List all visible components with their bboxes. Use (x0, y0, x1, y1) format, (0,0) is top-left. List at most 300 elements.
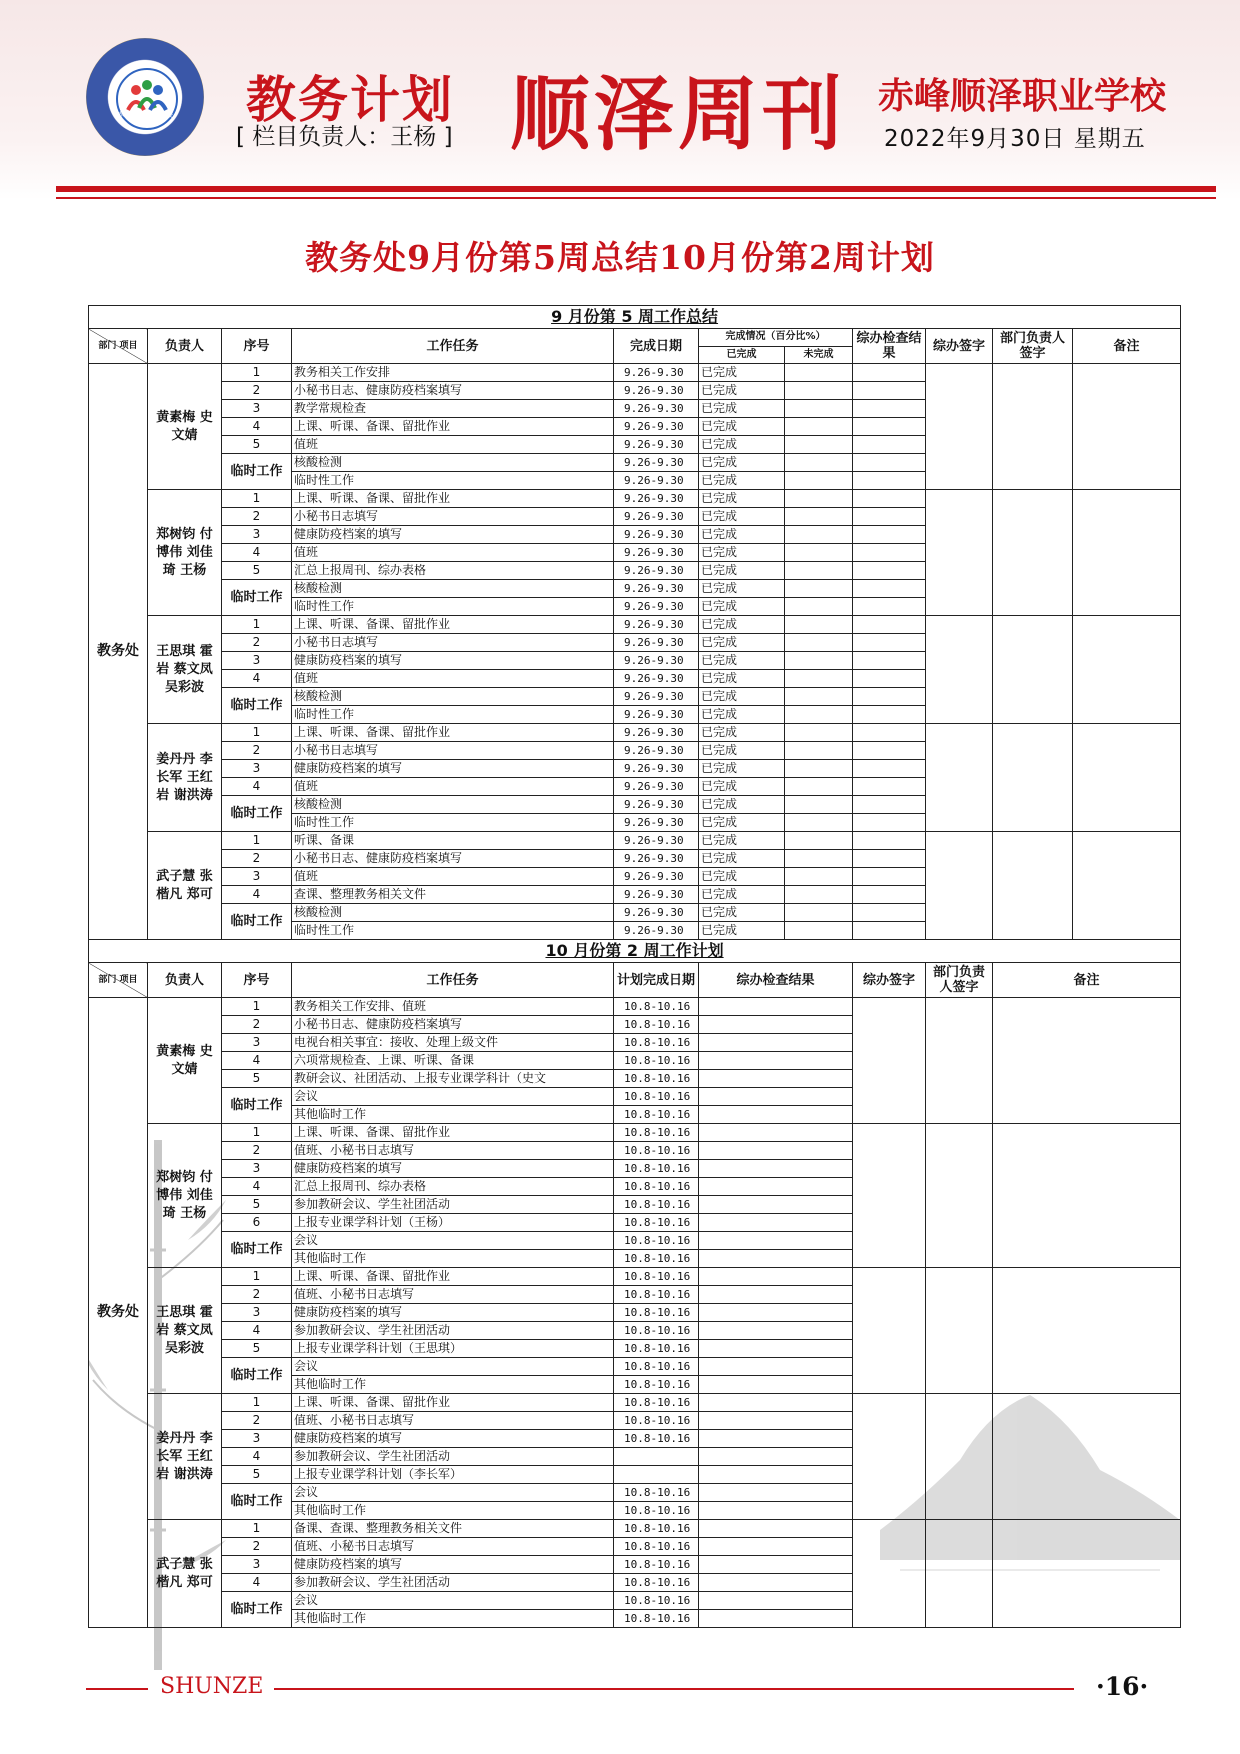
date-cell: 9.26-9.30 (614, 616, 699, 634)
status-undone-cell (785, 508, 853, 526)
plan-date-cell: 10.8-10.16 (614, 998, 699, 1016)
header-dept-item: 部门 项目 (89, 963, 148, 998)
logo-text: 赤峰顺泽职业学校 (117, 111, 173, 119)
date-cell: 9.26-9.30 (614, 526, 699, 544)
table-row (89, 1520, 1181, 1538)
status-undone-cell (785, 778, 853, 796)
header-rule (56, 186, 1216, 192)
task-cell: 上课、听课、备课、留批作业 (292, 1268, 614, 1286)
seq-cell: 5 (222, 562, 292, 580)
header-dept-sign: 部门负责人签字 (926, 963, 993, 998)
dept-sign-cell (993, 616, 1073, 724)
seq-cell: 2 (222, 1142, 292, 1160)
task-cell: 健康防疫档案的填写 (292, 1556, 614, 1574)
person-cell: 武子慧 张楷凡 郑可 (148, 832, 222, 940)
header-seq: 序号 (222, 329, 292, 364)
task-cell: 其他临时工作 (292, 1106, 614, 1124)
task-cell: 上课、听课、备课、留批作业 (292, 418, 614, 436)
check-cell (699, 1034, 853, 1052)
plan-date-cell: 10.8-10.16 (614, 1070, 699, 1088)
person-cell: 姜丹丹 李长军 王红岩 谢洪涛 (148, 724, 222, 832)
seq-cell: 4 (222, 886, 292, 904)
status-undone-cell (785, 598, 853, 616)
dept-sign-cell (993, 832, 1073, 940)
date-cell: 9.26-9.30 (614, 400, 699, 418)
temp-work-label: 临时工作 (222, 454, 292, 490)
date-cell: 9.26-9.30 (614, 364, 699, 382)
task-cell: 会议 (292, 1232, 614, 1250)
plan-header-row (89, 963, 1181, 998)
seq-cell: 5 (222, 436, 292, 454)
task-cell: 值班、小秘书日志填写 (292, 1538, 614, 1556)
plan-date-cell (614, 1448, 699, 1466)
status-done-cell: 已完成 (699, 832, 785, 850)
plan-date-cell: 10.8-10.16 (614, 1160, 699, 1178)
task-cell: 电视台相关事宜：接收、处理上级文件 (292, 1034, 614, 1052)
task-cell: 参加教研会议、学生社团活动 (292, 1574, 614, 1592)
check-cell (853, 688, 926, 706)
plan-date-cell: 10.8-10.16 (614, 1520, 699, 1538)
plan-date-cell: 10.8-10.16 (614, 1556, 699, 1574)
plan-heading-row (89, 940, 1181, 963)
check-cell (853, 652, 926, 670)
status-undone-cell (785, 634, 853, 652)
check-cell (699, 1286, 853, 1304)
seq-cell: 1 (222, 1394, 292, 1412)
check-cell (853, 418, 926, 436)
work-table (88, 305, 1181, 1628)
sign-cell (853, 1520, 926, 1628)
task-cell: 值班、小秘书日志填写 (292, 1142, 614, 1160)
status-undone-cell (785, 526, 853, 544)
temp-work-label: 临时工作 (222, 1484, 292, 1520)
check-cell (853, 400, 926, 418)
status-done-cell: 已完成 (699, 454, 785, 472)
status-done-cell: 已完成 (699, 670, 785, 688)
task-cell: 上课、听课、备课、留批作业 (292, 1394, 614, 1412)
header-dept-item: 部门 项目 (89, 329, 148, 364)
seq-cell: 1 (222, 998, 292, 1016)
check-cell (853, 706, 926, 724)
status-done-cell: 已完成 (699, 562, 785, 580)
status-done-cell: 已完成 (699, 418, 785, 436)
check-cell (699, 1070, 853, 1088)
task-cell: 值班 (292, 436, 614, 454)
task-cell: 临时性工作 (292, 814, 614, 832)
seq-cell: 3 (222, 1556, 292, 1574)
header-remark: 备注 (993, 963, 1181, 998)
date-cell: 9.26-9.30 (614, 508, 699, 526)
status-done-cell: 已完成 (699, 436, 785, 454)
seq-cell: 1 (222, 832, 292, 850)
check-cell (853, 526, 926, 544)
table-row (89, 490, 1181, 508)
person-cell: 王思琪 霍岩 蔡文凤 吴彩波 (148, 616, 222, 724)
date-cell: 9.26-9.30 (614, 472, 699, 490)
task-cell: 上课、听课、备课、留批作业 (292, 724, 614, 742)
status-undone-cell (785, 544, 853, 562)
task-cell: 小秘书日志填写 (292, 634, 614, 652)
date-cell: 9.26-9.30 (614, 598, 699, 616)
check-cell (853, 814, 926, 832)
plan-date-cell: 10.8-10.16 (614, 1286, 699, 1304)
plan-date-cell: 10.8-10.16 (614, 1178, 699, 1196)
task-cell: 值班 (292, 670, 614, 688)
status-undone-cell (785, 742, 853, 760)
task-cell: 值班 (292, 544, 614, 562)
status-done-cell: 已完成 (699, 472, 785, 490)
plan-date-cell: 10.8-10.16 (614, 1610, 699, 1628)
status-done-cell: 已完成 (699, 796, 785, 814)
column-name: 教务计划 (246, 71, 454, 129)
status-done-cell: 已完成 (699, 382, 785, 400)
plan-date-cell: 10.8-10.16 (614, 1574, 699, 1592)
status-undone-cell (785, 886, 853, 904)
check-cell (699, 1052, 853, 1070)
status-done-cell: 已完成 (699, 886, 785, 904)
seq-cell: 3 (222, 1160, 292, 1178)
check-cell (699, 1376, 853, 1394)
task-cell: 值班 (292, 868, 614, 886)
seq-cell: 2 (222, 1286, 292, 1304)
header-rule-thin (56, 197, 1216, 199)
date-cell: 9.26-9.30 (614, 634, 699, 652)
header-check: 综办检查结果 (853, 329, 926, 364)
task-cell: 核酸检测 (292, 688, 614, 706)
check-cell (853, 436, 926, 454)
person-cell: 黄素梅 史文婧 (148, 364, 222, 490)
status-undone-cell (785, 904, 853, 922)
seq-cell: 4 (222, 1448, 292, 1466)
date-cell: 9.26-9.30 (614, 418, 699, 436)
seq-cell: 2 (222, 1412, 292, 1430)
plan-date-cell: 10.8-10.16 (614, 1106, 699, 1124)
plan-date-cell: 10.8-10.16 (614, 1358, 699, 1376)
header-done: 已完成 (699, 346, 785, 364)
task-cell: 备课、查课、整理教务相关文件 (292, 1520, 614, 1538)
status-undone-cell (785, 688, 853, 706)
header-sign: 综办签字 (926, 329, 993, 364)
task-cell: 上课、听课、备课、留批作业 (292, 490, 614, 508)
status-done-cell: 已完成 (699, 904, 785, 922)
check-cell (853, 850, 926, 868)
seq-cell: 3 (222, 1304, 292, 1322)
footer-rule (274, 1688, 1074, 1690)
status-done-cell: 已完成 (699, 508, 785, 526)
school-logo (86, 38, 204, 156)
check-cell (699, 1196, 853, 1214)
check-cell (699, 998, 853, 1016)
date-cell: 9.26-9.30 (614, 868, 699, 886)
sign-cell (926, 490, 993, 616)
check-cell (699, 1088, 853, 1106)
table-row (89, 1394, 1181, 1412)
task-cell: 上课、听课、备课、留批作业 (292, 1124, 614, 1142)
school-name: 赤峰顺泽职业学校 (878, 76, 1167, 117)
sign-cell (926, 616, 993, 724)
task-cell: 小秘书日志、健康防疫档案填写 (292, 850, 614, 868)
seq-cell: 2 (222, 1016, 292, 1034)
task-cell: 汇总上报周刊、综办表格 (292, 562, 614, 580)
check-cell (699, 1250, 853, 1268)
plan-date-cell: 10.8-10.16 (614, 1322, 699, 1340)
header-person: 负责人 (148, 329, 222, 364)
footer-rule-left (86, 1688, 148, 1690)
task-cell: 健康防疫档案的填写 (292, 1160, 614, 1178)
check-cell (853, 904, 926, 922)
check-cell (699, 1502, 853, 1520)
header-remark: 备注 (1073, 329, 1181, 364)
date-cell: 9.26-9.30 (614, 850, 699, 868)
date-cell: 9.26-9.30 (614, 490, 699, 508)
task-cell: 健康防疫档案的填写 (292, 526, 614, 544)
seq-cell: 4 (222, 670, 292, 688)
remark-cell (1073, 724, 1181, 832)
temp-work-label: 临时工作 (222, 1088, 292, 1124)
dept-sign-cell (926, 998, 993, 1124)
date-cell: 9.26-9.30 (614, 436, 699, 454)
date-cell: 9.26-9.30 (614, 454, 699, 472)
date-cell: 9.26-9.30 (614, 724, 699, 742)
task-cell: 教务相关工作安排、值班 (292, 998, 614, 1016)
plan-date-cell: 10.8-10.16 (614, 1394, 699, 1412)
plan-date-cell: 10.8-10.16 (614, 1052, 699, 1070)
status-done-cell: 已完成 (699, 490, 785, 508)
plan-date-cell: 10.8-10.16 (614, 1502, 699, 1520)
status-done-cell: 已完成 (699, 580, 785, 598)
status-undone-cell (785, 652, 853, 670)
task-cell: 教学常规检查 (292, 400, 614, 418)
sign-cell (853, 1268, 926, 1394)
dept-sign-cell (926, 1394, 993, 1520)
status-done-cell: 已完成 (699, 616, 785, 634)
sign-cell (853, 1394, 926, 1520)
seq-cell: 3 (222, 526, 292, 544)
status-undone-cell (785, 418, 853, 436)
task-cell: 六项常规检查、上课、听课、备课 (292, 1052, 614, 1070)
temp-work-label: 临时工作 (222, 1592, 292, 1628)
date-cell: 9.26-9.30 (614, 544, 699, 562)
plan-date-cell: 10.8-10.16 (614, 1142, 699, 1160)
task-cell: 其他临时工作 (292, 1610, 614, 1628)
sign-cell (926, 364, 993, 490)
task-cell: 会议 (292, 1358, 614, 1376)
issue-date: 2022年9月30日 星期五 (884, 126, 1146, 152)
status-undone-cell (785, 796, 853, 814)
check-cell (853, 454, 926, 472)
status-done-cell: 已完成 (699, 544, 785, 562)
header-task: 工作任务 (292, 329, 614, 364)
task-cell: 其他临时工作 (292, 1250, 614, 1268)
check-cell (853, 670, 926, 688)
task-cell: 教务相关工作安排 (292, 364, 614, 382)
seq-cell: 2 (222, 1538, 292, 1556)
sign-cell (853, 1124, 926, 1268)
status-undone-cell (785, 706, 853, 724)
status-undone-cell (785, 436, 853, 454)
check-cell (853, 616, 926, 634)
masthead-title: 顺泽周刊 (510, 67, 846, 161)
plan-date-cell: 10.8-10.16 (614, 1484, 699, 1502)
footer-brand: SHUNZE (160, 1674, 264, 1699)
status-undone-cell (785, 850, 853, 868)
status-undone-cell (785, 922, 853, 940)
plan-date-cell: 10.8-10.16 (614, 1340, 699, 1358)
header-plan-date: 计划完成日期 (614, 963, 699, 998)
check-cell (853, 832, 926, 850)
dept-cell: 教务处 (89, 364, 148, 940)
plan-date-cell: 10.8-10.16 (614, 1430, 699, 1448)
task-cell: 健康防疫档案的填写 (292, 760, 614, 778)
seq-cell: 2 (222, 850, 292, 868)
plan-date-cell: 10.8-10.16 (614, 1124, 699, 1142)
status-undone-cell (785, 490, 853, 508)
task-cell: 上报专业课学科计划（王思琪） (292, 1340, 614, 1358)
date-cell: 9.26-9.30 (614, 688, 699, 706)
plan-date-cell: 10.8-10.16 (614, 1214, 699, 1232)
seq-cell: 1 (222, 1268, 292, 1286)
status-done-cell: 已完成 (699, 868, 785, 886)
status-done-cell: 已完成 (699, 364, 785, 382)
dept-sign-cell (993, 490, 1073, 616)
seq-cell: 2 (222, 634, 292, 652)
header-dept-sign: 部门负责人签字 (993, 329, 1073, 364)
seq-cell: 6 (222, 1214, 292, 1232)
status-done-cell: 已完成 (699, 400, 785, 418)
date-cell: 9.26-9.30 (614, 706, 699, 724)
date-cell: 9.26-9.30 (614, 382, 699, 400)
check-cell (699, 1124, 853, 1142)
date-cell: 9.26-9.30 (614, 922, 699, 940)
dept-sign-cell (993, 364, 1073, 490)
status-undone-cell (785, 382, 853, 400)
date-cell: 9.26-9.30 (614, 796, 699, 814)
plan-date-cell: 10.8-10.16 (614, 1304, 699, 1322)
status-undone-cell (785, 724, 853, 742)
status-undone-cell (785, 562, 853, 580)
seq-cell: 5 (222, 1196, 292, 1214)
remark-cell (993, 998, 1181, 1124)
seq-cell: 2 (222, 382, 292, 400)
summary-header-row (89, 329, 1181, 347)
header-sign: 综办签字 (853, 963, 926, 998)
seq-cell: 2 (222, 742, 292, 760)
remark-cell (993, 1394, 1181, 1520)
status-done-cell: 已完成 (699, 652, 785, 670)
status-undone-cell (785, 814, 853, 832)
remark-cell (993, 1268, 1181, 1394)
check-cell (853, 562, 926, 580)
seq-cell: 5 (222, 1340, 292, 1358)
seq-cell: 4 (222, 544, 292, 562)
check-cell (699, 1178, 853, 1196)
plan-date-cell: 10.8-10.16 (614, 1268, 699, 1286)
status-done-cell: 已完成 (699, 760, 785, 778)
summary-heading-row (89, 306, 1181, 329)
check-cell (699, 1484, 853, 1502)
task-cell: 其他临时工作 (292, 1502, 614, 1520)
seq-cell: 4 (222, 1178, 292, 1196)
plan-date-cell: 10.8-10.16 (614, 1088, 699, 1106)
temp-work-label: 临时工作 (222, 580, 292, 616)
status-undone-cell (785, 868, 853, 886)
task-cell: 教研会议、社团活动、上报专业课学科计（史文 (292, 1070, 614, 1088)
plan-date-cell: 10.8-10.16 (614, 1250, 699, 1268)
check-cell (699, 1448, 853, 1466)
check-cell (853, 364, 926, 382)
seq-cell: 3 (222, 760, 292, 778)
check-cell (853, 598, 926, 616)
plan-date-cell: 10.8-10.16 (614, 1034, 699, 1052)
seq-cell: 4 (222, 1052, 292, 1070)
check-cell (853, 886, 926, 904)
task-cell: 其他临时工作 (292, 1376, 614, 1394)
date-cell: 9.26-9.30 (614, 652, 699, 670)
check-cell (853, 868, 926, 886)
plan-date-cell: 10.8-10.16 (614, 1376, 699, 1394)
check-cell (699, 1412, 853, 1430)
table-row (89, 832, 1181, 850)
sign-cell (926, 724, 993, 832)
task-cell: 健康防疫档案的填写 (292, 1304, 614, 1322)
header-person: 负责人 (148, 963, 222, 998)
check-cell (699, 1520, 853, 1538)
check-cell (699, 1106, 853, 1124)
temp-work-label: 临时工作 (222, 1358, 292, 1394)
seq-cell: 1 (222, 724, 292, 742)
check-cell (853, 742, 926, 760)
task-cell: 查课、整理教务相关文件 (292, 886, 614, 904)
status-done-cell: 已完成 (699, 634, 785, 652)
page-title: 教务处9月份第5周总结10月份第2周计划 (305, 238, 935, 277)
task-cell: 会议 (292, 1088, 614, 1106)
date-cell: 9.26-9.30 (614, 886, 699, 904)
check-cell (699, 1610, 853, 1628)
work-table-container (88, 305, 1180, 1669)
status-undone-cell (785, 364, 853, 382)
status-done-cell: 已完成 (699, 814, 785, 832)
remark-cell (1073, 616, 1181, 724)
remark-cell (993, 1124, 1181, 1268)
seq-cell: 5 (222, 1070, 292, 1088)
date-cell: 9.26-9.30 (614, 904, 699, 922)
status-done-cell: 已完成 (699, 724, 785, 742)
status-done-cell: 已完成 (699, 850, 785, 868)
check-cell (699, 1538, 853, 1556)
temp-work-label: 临时工作 (222, 688, 292, 724)
date-cell: 9.26-9.30 (614, 814, 699, 832)
seq-cell: 4 (222, 418, 292, 436)
table-row (89, 998, 1181, 1016)
check-cell (699, 1340, 853, 1358)
remark-cell (1073, 364, 1181, 490)
task-cell: 参加教研会议、学生社团活动 (292, 1322, 614, 1340)
plan-date-cell: 10.8-10.16 (614, 1592, 699, 1610)
date-cell: 9.26-9.30 (614, 832, 699, 850)
status-undone-cell (785, 400, 853, 418)
remark-cell (993, 1520, 1181, 1628)
plan-date-cell: 10.8-10.16 (614, 1196, 699, 1214)
dept-sign-cell (926, 1520, 993, 1628)
seq-cell: 3 (222, 868, 292, 886)
task-cell: 上课、听课、备课、留批作业 (292, 616, 614, 634)
summary-heading: 9 月份第 5 周工作总结 (89, 306, 1181, 329)
plan-heading: 10 月份第 2 周工作计划 (89, 940, 1181, 963)
task-cell: 听课、备课 (292, 832, 614, 850)
status-done-cell: 已完成 (699, 778, 785, 796)
task-cell: 小秘书日志填写 (292, 508, 614, 526)
table-row (89, 1268, 1181, 1286)
